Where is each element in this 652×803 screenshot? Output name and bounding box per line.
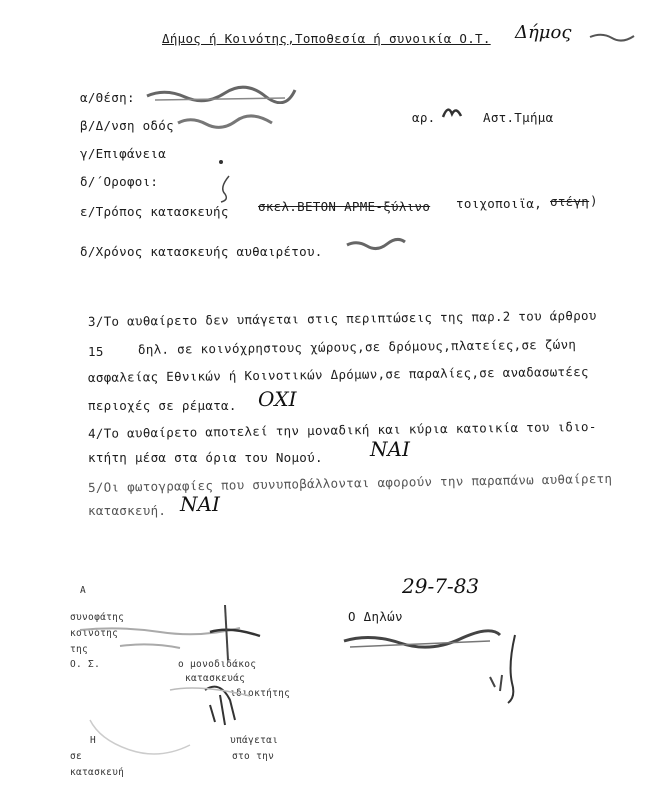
left-block-line5: Ο. Σ. xyxy=(70,659,101,670)
field-g-label: γ/Επιφάνεια xyxy=(80,146,167,161)
left-block-stamp-signature xyxy=(60,600,300,790)
left-block-line5b: ο μονοδιδάκος xyxy=(178,659,257,670)
left-block-line6: κατασκευάς xyxy=(185,673,246,684)
left-block-line4: της xyxy=(70,644,89,655)
declarant-label: Ο Δηλών xyxy=(348,609,403,624)
section3-answer: ΟΧΙ xyxy=(258,387,297,411)
header-scribble xyxy=(588,30,638,44)
field-e-struck-roof: στέγη xyxy=(550,194,590,209)
section4-line2: κτήτη μέσα στα όρια του Νομού. xyxy=(88,450,323,465)
section3-line1: 3/Το αυθαίρετο δεν υπάγεται στις περιπτώσεις της παρ.2 του άρθρου xyxy=(87,307,597,329)
field-e-paren: ) xyxy=(590,193,598,208)
field-b-number-value xyxy=(440,102,464,122)
left-block-line10: σε xyxy=(70,751,83,762)
header-hand-value: Δήμος xyxy=(515,22,572,43)
field-b-number-label: αρ. xyxy=(412,110,436,125)
signature-date: 29-7-83 xyxy=(402,574,480,598)
section3-article-number: 15 xyxy=(88,344,104,359)
field-z-redacted-value xyxy=(345,236,409,252)
field-e-struck-option: σκελ.ΒΕΤΟΝ ΑΡΜΕ-ξύλινο xyxy=(258,199,431,214)
section4-line1: 4/Το αυθαίρετο αποτελεί την μοναδική και κύρια κατοικία του ιδιο- xyxy=(87,418,597,441)
left-block-line2: συνοφάτης xyxy=(70,612,125,623)
section5-line1: 5/Οι φωτογραφίες που συνυποβάλλονται αφορούν την παραπάνω αυθαίρετη xyxy=(87,470,613,495)
field-a-redacted-value xyxy=(145,84,300,104)
field-e-hand-mark xyxy=(215,174,235,204)
field-a-label: α/Θέση: xyxy=(80,90,135,105)
declarant-signature xyxy=(340,625,540,705)
section5-line2: κατασκευή. xyxy=(88,503,167,518)
left-block-line7: ιδιοκτήτης xyxy=(230,688,291,699)
left-block-line9: υπάγεται xyxy=(230,735,279,746)
field-z-label: δ/Χρόνος κατασκευής αυθαιρέτου. xyxy=(80,244,323,259)
left-block-line8: Η xyxy=(90,735,97,746)
section3-line3: ασφαλείας Εθνικών ή Κοινοτικών Δρόμων,σε παραλίες,σε αναδασωτέες xyxy=(87,363,589,385)
section4-answer: ΝΑΙ xyxy=(370,437,410,461)
field-e-walls: τοιχοποιϊα, xyxy=(456,196,543,211)
header-title: Δήμος ή Κοινότης,Τοποθεσία ή συνοικία Ο.Τ. xyxy=(162,31,491,46)
section3-line2: δηλ. σε κοινόχρηστους χώρους,σε δρόμους,πλατείες,σε ζώνη xyxy=(137,336,577,357)
left-block-line1: Α xyxy=(80,585,87,596)
field-b-dept-label: Αστ.Τμήμα xyxy=(483,110,554,125)
field-g-mark xyxy=(217,158,225,166)
field-b-redacted-value xyxy=(176,113,276,131)
field-e-label: ε/Τρόπος κατασκευής xyxy=(80,204,229,219)
field-b-label: β/Δ/νση οδός xyxy=(80,118,174,133)
section3-line4: περιοχές σε ρέματα. xyxy=(88,398,237,413)
section5-answer: ΝΑΙ xyxy=(180,492,220,516)
left-block-line11: κατασκευή xyxy=(70,767,125,778)
left-block-line10b: στο την xyxy=(232,751,275,762)
left-block-line3: κοινότης xyxy=(70,628,119,639)
field-d-label: δ/΄Οροφοι: xyxy=(80,174,159,189)
